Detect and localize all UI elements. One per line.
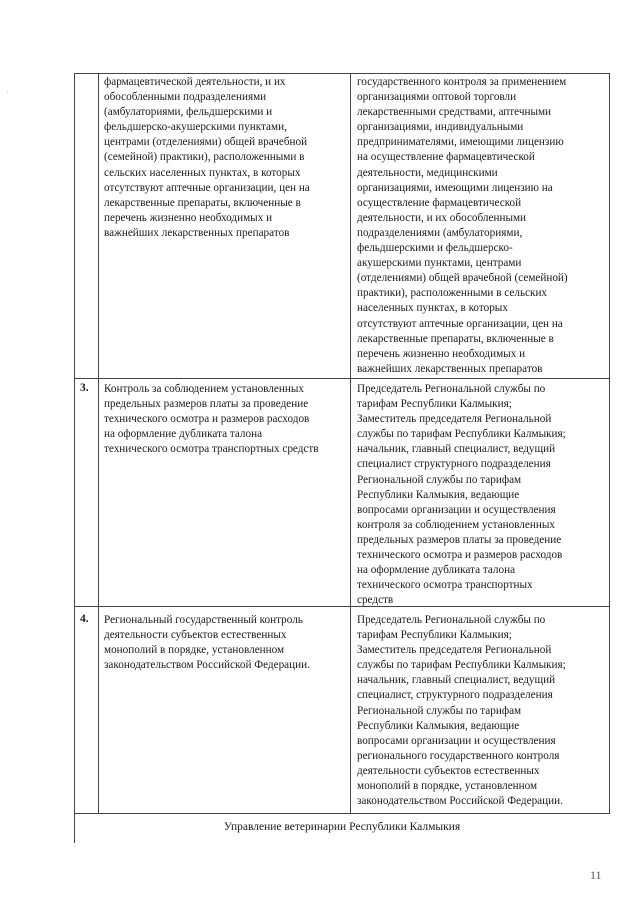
table-right-border [609, 73, 610, 813]
scan-edge-mark: · [6, 88, 9, 97]
subject-column-divider [350, 73, 351, 813]
control-subject-cell: Региональный государственный контроль деятельности субъектов естественных монополий в порядке, установленном законодательством Российской Федерации. [104, 614, 310, 672]
officials-cell: Председатель Региональной службы по тарифам Республики Калмыкия; Заместитель председателя Региональной службы по тарифам Республики Калмыкия; начальник, главный специалист, ведущий специалист, структурного подразделения Региональной службы по тарифам Республики Калмыкия, ведающие вопросами организации и осуществления регионального государственного контроля деятельности субъектов естественных монополий в порядке, установленном законодательством Российской Федерации. [357, 614, 566, 808]
table-left-border [74, 73, 75, 843]
section-heading: Управление ветеринарии Республики Калмыкия [223, 821, 461, 833]
number-column-divider [98, 73, 99, 813]
authorities-table [74, 73, 610, 843]
officials-cell: Председатель Региональной службы по тарифам Республики Калмыкия; Заместитель председателя Региональной службы по тарифам Республики Калмыкия; начальник, главный специалист, ведущий специалист структурного подразделения Региональной службы по тарифам Республики Калмыкия, ведающие вопросами организации и осуществления контроля за соблюдением установленных предельных размеров платы за проведение технического осмотра и размеров расходов на оформление дубликата талона технического осмотра транспортных средств [357, 383, 566, 607]
row-divider [74, 813, 610, 814]
page-number: 11 [590, 868, 602, 882]
control-subject-cell: Контроль за соблюдением установленных предельных размеров платы за проведение технического осмотра и размеров расходов на оформление дубликата талона технического осмотра транспортных средств [104, 383, 319, 456]
officials-cell: государственного контроля за применением организациями оптовой торговли лекарственными средствами, аптечными организациями, индивидуальными предпринимателями, имеющими лицензию на осуществление фармацевтической деятельности, медицинскими организациями, имеющими лицензию на осуществление фармацевтической деятельности, и их обособленными подразделениями (амбулаториями, фельдшерскими и фельдшерско- акушерскими пунктами, центрами (отделениями) общей врачебной (семейной) практики), расположенными в сельских населенных пунктах, в которых отсутствуют аптечные организации, цен на лекарственные препараты, включенные в перечень жизненно необходимых и важнейших лекарственных препаратов [357, 76, 568, 375]
row-divider [74, 378, 610, 379]
row-number: 3. [80, 382, 89, 394]
table-top-border [74, 73, 610, 74]
row-number: 4. [80, 613, 89, 625]
control-subject-cell: фармацевтической деятельности, и их обособленными подразделениями (амбулаториями, фельдшерскими и фельдшерско-акушерскими пунктами, центрами (отделениями) общей врачебной (семейной) практики), расположенными в сельских населенных пунктах, в которых отсутствуют аптечные организации, цен на лекарственные препараты, включенные в перечень жизненно необходимых и важнейших лекарственных препаратов [104, 76, 310, 239]
